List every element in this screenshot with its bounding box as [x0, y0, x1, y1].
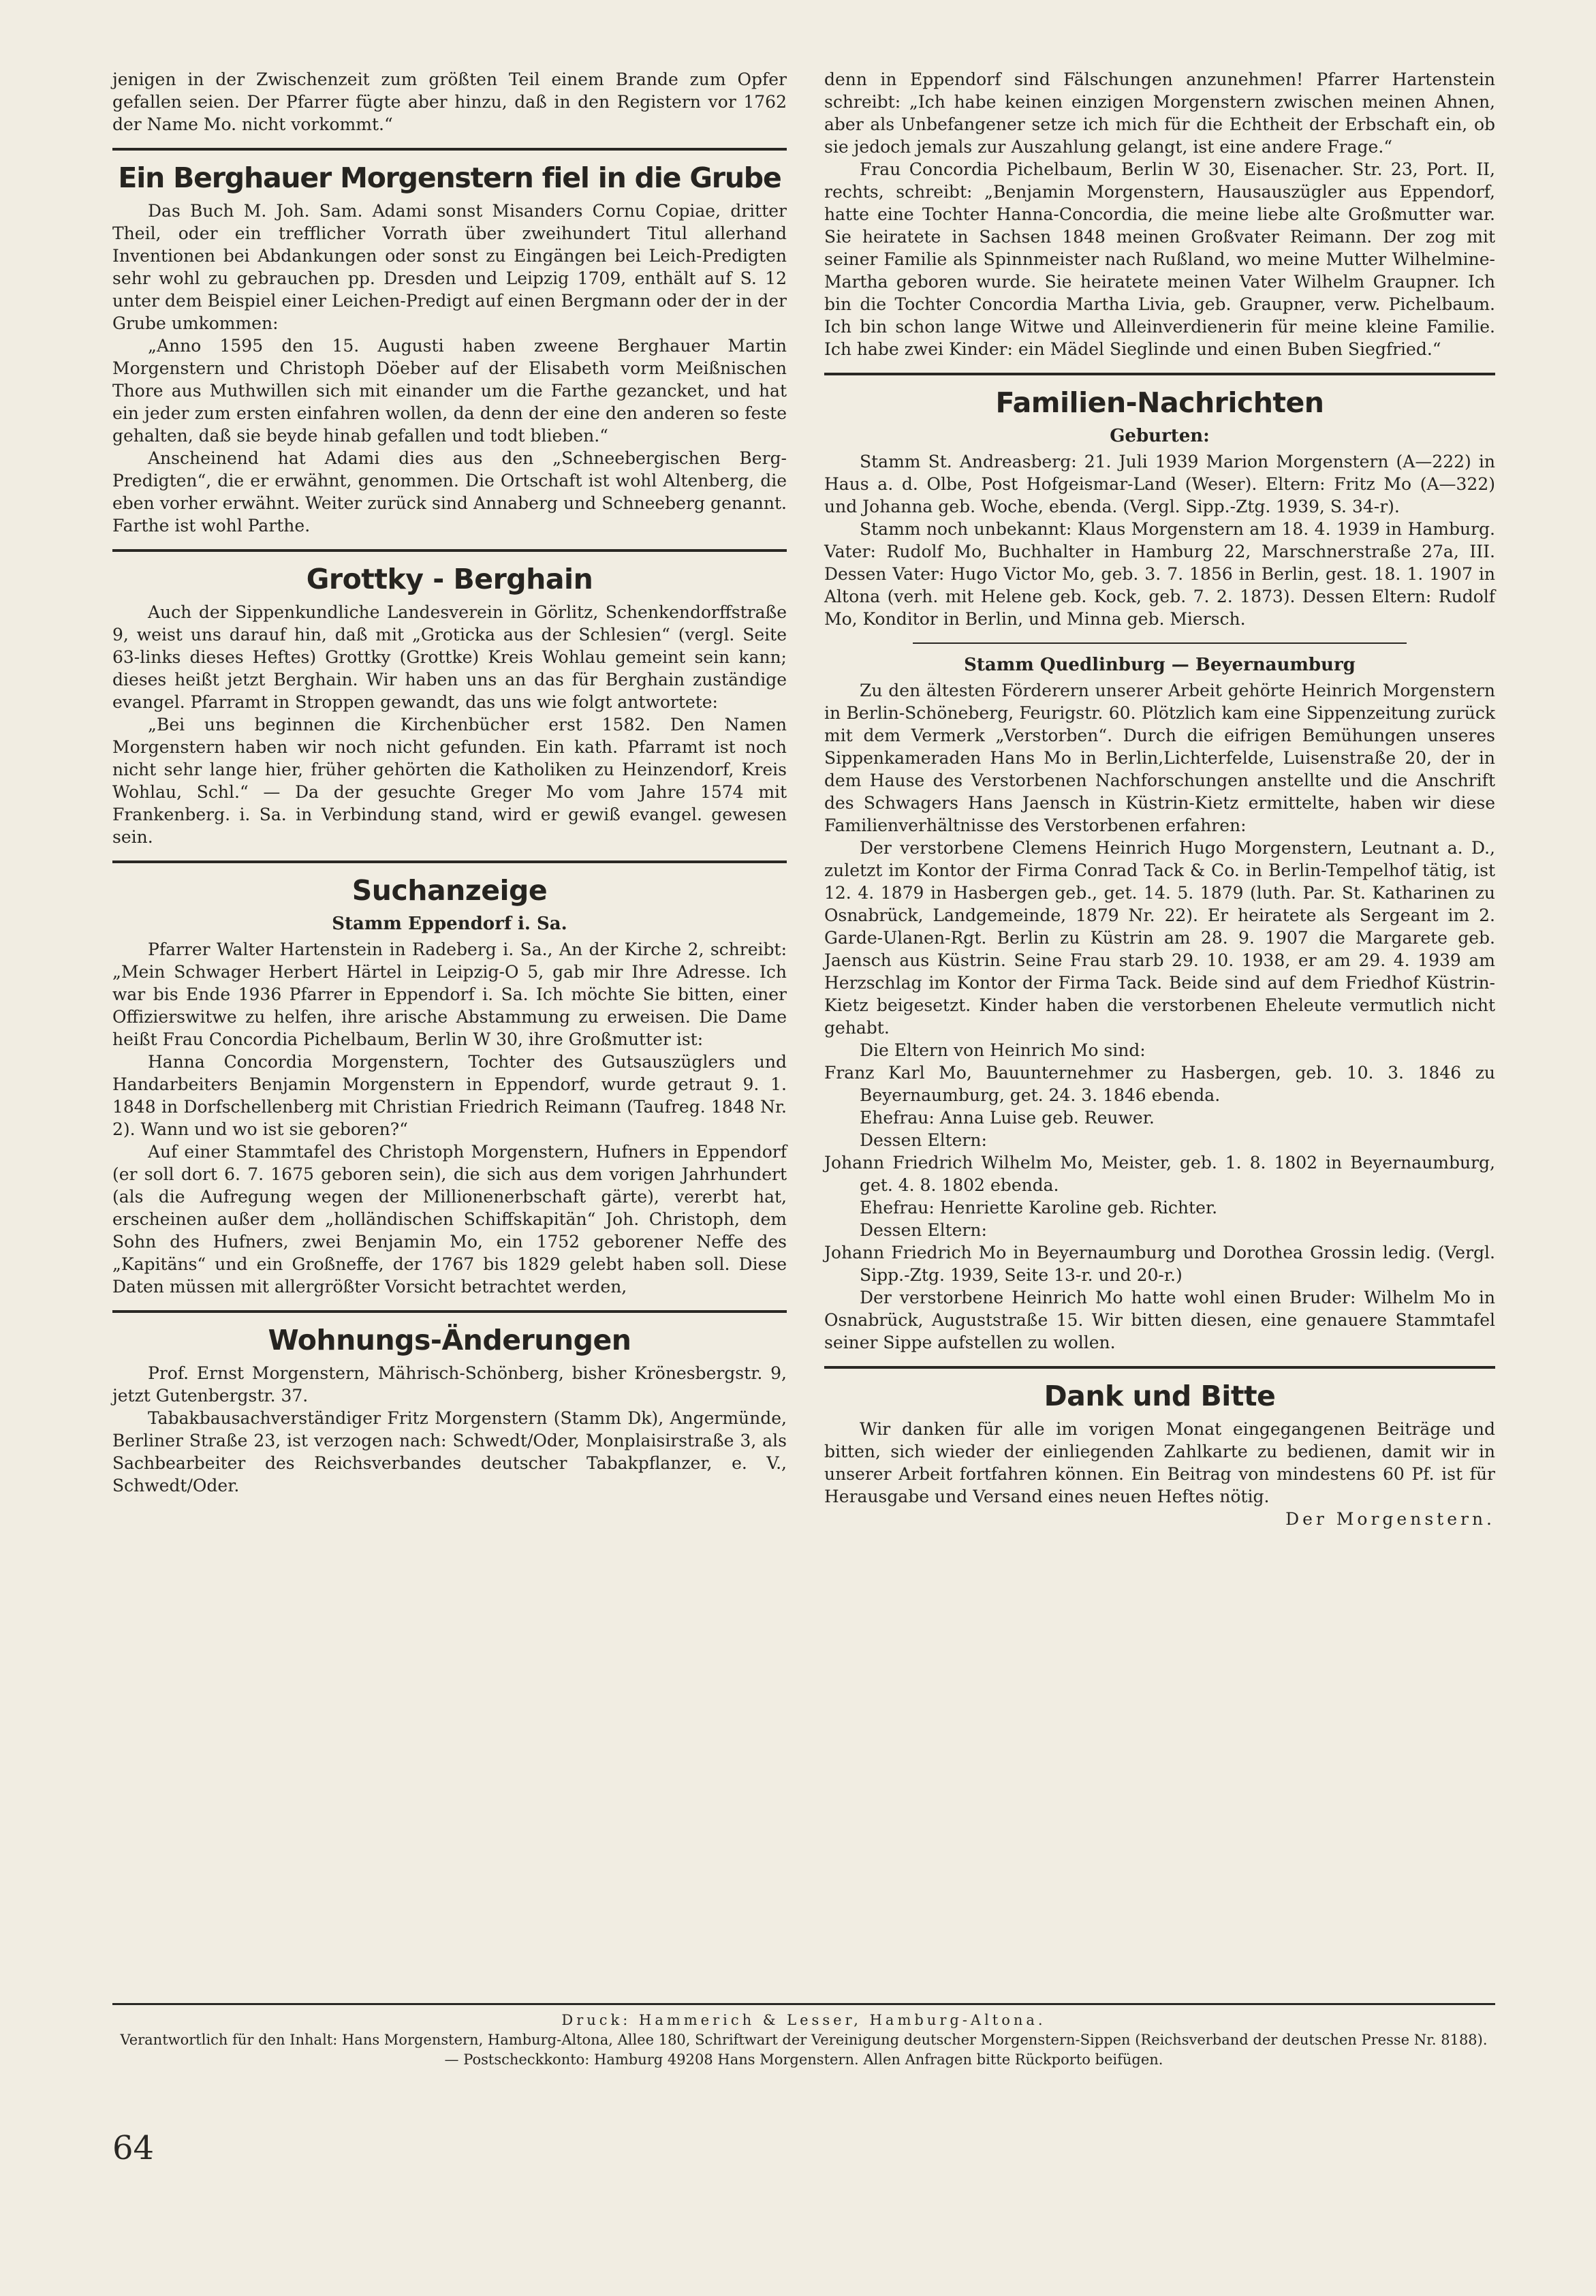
footer-divider — [112, 2003, 1495, 2005]
section-title: Familien-Nachrichten — [995, 386, 1324, 419]
subsection-divider — [913, 642, 1407, 644]
signature: Der Morgenstern. — [1285, 1509, 1495, 1529]
paragraph: Prof. Ernst Morgenstern, Mährisch-Schönberg, bisher Krönesbergstr. 9, jetzt Gutenbergstr. 37. — [112, 1363, 787, 1406]
paragraph: Ehefrau: Anna Luise geb. Reuwer. — [860, 1108, 1155, 1128]
section-wohnungs-aenderungen — [112, 1322, 787, 1497]
section-title: Wohnungs-Änderungen — [268, 1324, 631, 1356]
paragraph: Frau Concordia Pichelbaum, Berlin W 30, Eisenacher. Str. 23, Port. II, rechts, schreibt: „Benjamin Morgenstern, Hausauszügler aus Eppendorf, hatte eine Tochter Hanna-Concordia, die meine liebe alte Großmutter war. Sie heiratete in Sachsen 1848 meinen Großvater Reimann. Der zog mit seiner Familie als Spinnmeister nach Rußland, wo meine Mutter Wilhelmine-Martha geboren wurde. Sie heiratete meinen Vater Wilhelm Graupner. Ich bin die Tochter Concordia Martha Livia, geb. Graupner, verw. Pichelbaum. Ich bin schon lange Witwe und Alleinverdienerin für meine kleine Familie. Ich habe zwei Kinder: ein Mädel Sieglinde und einen Buben Siegfried.“ — [824, 159, 1495, 359]
paragraph: Die Eltern von Heinrich Mo sind: — [860, 1040, 1146, 1060]
imprint-footer — [112, 2003, 1495, 2070]
paragraph: „Bei uns beginnen die Kirchenbücher erst 1582. Den Namen Morgenstern haben wir noch nicht gefunden. Ein kath. Pfarramt ist noch nicht sehr lange hier, früher gehörten die Katholiken zu Heinzendorf, Kreis Wohlau, Schl.“ — Da der gesuchte Greger Mo vom Jahre 1574 mit Frankenberg. i. Sa. in Verbindung stand, wird er gewiß evangel. gewesen sein. — [112, 715, 787, 847]
section-divider — [112, 860, 787, 863]
paragraph: Wir danken für alle im vorigen Monat eingegangenen Beiträge und bitten, sich wieder der einliegenden Zahlkarte zu bedienen, damit wir in unserer Arbeit fortfahren können. Ein Beitrag von mindestens 60 Pf. ist für Herausgabe und Versand eines neuen Heftes nötig. — [824, 1419, 1495, 1506]
paragraph: Auf einer Stammtafel des Christoph Morgenstern, Hufners in Eppendorf (er soll dort 6. 7. 1675 geboren sein), die sich aus dem vorigen Jahrhundert (als die Aufregung wegen der Millionenerbschaft gärte), vererbt hat, erscheinen außer dem „holländischen Schiffskapitän“ Joh. Christoph, dem Sohn des Hufners, zwei Benjamin Mo, ein 1752 geborener Neffe des „Kapitäns“ und ein Großneffe, der 1767 bis 1829 gelebt haben soll. Diese Daten müssen mit allergrößter Vorsicht betrachtet werden, — [112, 1142, 787, 1297]
section-suchanzeige — [112, 873, 787, 1298]
responsibility-line: Verantwortlich für den Inhalt: Hans Morgenstern, Hamburg-Altona, Allee 180, Schriftwart der Vereinigung deutscher Morgenstern-Sippen (Reichsverband der deutschen Presse Nr. 8188). — Postscheckkonto: Hamburg 49208 Hans Morgenstern. Allen Anfragen bitte Rückporto beifügen. — [120, 2032, 1488, 2068]
paragraph: Anscheinend hat Adami dies aus den „Schneebergischen Berg-Predigten“, die er erwähnt, genommen. Die Ortschaft ist wohl Altenberg, die eben vorher erwähnt. Weiter zurück sind Annaberg und Schneeberg genannt. Farthe ist wohl Parthe. — [112, 448, 787, 536]
section-divider — [112, 1310, 787, 1313]
paragraph: Franz Karl Mo, Bauunternehmer zu Hasbergen, geb. 10. 3. 1846 zu Beyernaumburg, get. 24. 3. 1846 ebenda. — [824, 1063, 1495, 1105]
section-title: Dank und Bitte — [1044, 1380, 1276, 1412]
section-divider — [824, 1366, 1495, 1369]
paragraph: Stamm noch unbekannt: Klaus Morgenstern am 18. 4. 1939 in Hamburg. Vater: Rudolf Mo, Buchhalter in Hamburg 22, Marschnerstraße 27a, III. Dessen Vater: Hugo Victor Mo, geb. 3. 7. 1856 in Berlin, gest. 18. 1. 1907 in Altona (verh. mit Helene geb. Kock, geb. 7. 2. 1873). Dessen Eltern: Rudolf Mo, Konditor in Berlin, und Minna geb. Miersch. — [824, 519, 1495, 629]
right-column — [824, 68, 1495, 1530]
section-berghauer-morgenstern — [112, 160, 787, 537]
section-dank-und-bitte — [824, 1378, 1495, 1530]
section-familien-nachrichten — [824, 385, 1495, 630]
paragraph: Stamm St. Andreasberg: 21. Juli 1939 Marion Morgenstern (A—222) in Haus a. d. Olbe, Post Hofgeismar-Land (Weser). Eltern: Fritz Mo (A—322) und Johanna geb. Woche, ebenda. (Vergl. Sipp.-Ztg. 1939, S. 34-r). — [824, 452, 1495, 516]
section-subtitle: Stamm Eppendorf i. Sa. — [332, 914, 567, 934]
paragraph: Hanna Concordia Morgenstern, Tochter des Gutsauszüglers und Handarbeiters Benjamin Morgenstern in Eppendorf, wurde getraut 9. 1. 1848 in Dorfschellenberg mit Christian Friedrich Reimann (Taufreg. 1848 Nr. 2). Wann und wo ist sie geboren?“ — [112, 1052, 787, 1139]
paragraph: Der verstorbene Clemens Heinrich Hugo Morgenstern, Leutnant a. D., zuletzt im Kontor der Firma Conrad Tack & Co. in Berlin-Tempelhof tätig, ist 12. 4. 1879 in Hasbergen geb., get. 14. 5. 1879 (luth. Par. St. Katharinen zu Osnabrück, Landgemeinde, 1879 Nr. 22). Er heiratete als Sergeant im 2. Garde-Ulanen-Rgt. Berlin zu Küstrin am 28. 9. 1907 die Margarete geb. Jaensch aus Küstrin. Seine Frau starb 29. 10. 1938, er am 29. 4. 1939 am Herzschlag im Kontor der Firma Tack. Beide sind auf dem Friedhof Küstrin-Kietz beigesetzt. Kinder haben die verstorbenen Eheleute vermutlich nicht gehabt. — [824, 838, 1495, 1038]
section-divider — [112, 148, 787, 151]
section-grottky-berghain — [112, 561, 787, 848]
paragraph: Zu den ältesten Förderern unserer Arbeit gehörte Heinrich Morgenstern in Berlin-Schöneberg, Feurigstr. 60. Plötzlich kam eine Sippenzeitung zurück mit dem Vermerk „Verstorben“. Durch die eifrigen Bemühungen unseres Sippenkameraden Hans Mo in Berlin,Lichterfelde, Luisenstraße 20, der in dem Hause des Verstorbenen Nachforschungen anstellte und die Anschrift des Schwagers Hans Jaensch in Küstrin-Kietz ermittelte, haben wir diese Familienverhältnisse des Verstorbenen erfahren: — [824, 681, 1495, 835]
paragraph: Dessen Eltern: — [860, 1220, 987, 1240]
section-divider — [112, 549, 787, 552]
paragraph: Johann Friedrich Mo in Beyernaumburg und Dorothea Grossin ledig. (Vergl. Sipp.-Ztg. 1939, Seite 13-r. und 20-r.) — [824, 1243, 1495, 1285]
left-column — [112, 68, 787, 1497]
section-title: Grottky - Berghain — [306, 563, 593, 595]
paragraph: denn in Eppendorf sind Fälschungen anzunehmen! Pfarrer Hartenstein schreibt: „Ich habe keinen einzigen Morgenstern zwischen meinen Ahnen, aber als Unbefangener setze ich mich für die Echtheit der Erbschaft ein, ob sie jedoch jemals zur Auszahlung gelangt, ist eine andere Frage.“ — [824, 69, 1495, 157]
paragraph: Der verstorbene Heinrich Mo hatte wohl einen Bruder: Wilhelm Mo in Osnabrück, Auguststraße 15. Wir bitten diesen, eine genauere Stammtafel seiner Sippe aufstellen zu wollen. — [824, 1288, 1495, 1352]
paragraph: Das Buch M. Joh. Sam. Adami sonst Misanders Cornu Copiae, dritter Theil, oder ein trefflicher Vorrath über zweihundert Titul allerhand Inventionen bei Abdankungen oder sonst zu Eingängen bei Leich-Predigten sehr wohl zu gebrauchen pp. Dresden und Leipzig 1709, enthält auf S. 12 unter dem Beispiel einer Leichen-Predigt auf einen Bergmann oder der in der Grube umkommen: — [112, 201, 787, 333]
printer-line: Druck: Hammerich & Lesser, Hamburg-Altona. — [561, 2012, 1046, 2028]
paragraph: „Anno 1595 den 15. Augusti haben zweene Berghauer Martin Morgenstern und Christoph Döeber auf der Elisabeth vorm Meißnischen Thore aus Muthwillen sich mit einander um die Farthe gezancket, und hat ein jeder zum ersten einfahren wollen, da denn der eine den anderen so feste gehalten, daß sie beyde hinab gefallen und todt blieben.“ — [112, 336, 787, 446]
paragraph: Johann Friedrich Wilhelm Mo, Meister, geb. 1. 8. 1802 in Beyernaumburg, get. 4. 8. 1802 ebenda. — [824, 1153, 1495, 1195]
section-title: Ein Berghauer Morgenstern fiel in die Grube — [118, 161, 781, 194]
page-number: 64 — [112, 2129, 155, 2167]
paragraph: Dessen Eltern: — [860, 1130, 987, 1150]
section-divider — [824, 373, 1495, 375]
section-stamm-quedlinburg — [824, 653, 1495, 1354]
paragraph: Pfarrer Walter Hartenstein in Radeberg i. Sa., An der Kirche 2, schreibt: „Mein Schwager Herbert Härtel in Leipzig-O 5, gab mir Ihre Adresse. Ich war bis Ende 1936 Pfarrer in Eppendorf i. Sa. Ich möchte Sie bitten, einer Offizierswitwe zu helfen, ihre arische Abstammung zu erweisen. Die Dame heißt Frau Concordia Pichelbaum, Berlin W 30, ihre Großmutter ist: — [112, 940, 787, 1049]
paragraph: Auch der Sippenkundliche Landesverein in Görlitz, Schenkendorffstraße 9, weist uns darauf hin, daß mit „Grotickа aus der Schlesien“ (vergl. Seite 63-links dieses Heftes) Grottky (Grottke) Kreis Wohlau gemeint sein kann; dieses heißt jetzt Berghain. Wir haben uns an das für Berghain zuständige evangel. Pfarramt in Stroppen gewandt, das uns wie folgt antwortete: — [112, 602, 787, 712]
paragraph: Ehefrau: Henriette Karoline geb. Richter. — [860, 1198, 1218, 1217]
paragraph: Tabakbausachverständiger Fritz Morgenstern (Stamm Dk), Angermünde, Berliner Straße 23, ist verzogen nach: Schwedt/Oder, Monplaisirstraße 3, als Sachbearbeiter des Reichsverbandes deutscher Tabakpflanzer, e. V., Schwedt/Oder. — [112, 1408, 787, 1495]
section-subtitle: Stamm Quedlinburg — Beyernaumburg — [964, 655, 1356, 675]
intro-paragraph: jenigen in der Zwischenzeit zum größten Teil einem Brande zum Opfer gefallen seien. Der Pfarrer fügte aber hinzu, daß in den Registern vor 1762 der Name Mo. nicht vorkommt.“ — [112, 69, 787, 134]
section-title: Suchanzeige — [351, 874, 548, 907]
section-subtitle: Geburten: — [1110, 426, 1210, 446]
